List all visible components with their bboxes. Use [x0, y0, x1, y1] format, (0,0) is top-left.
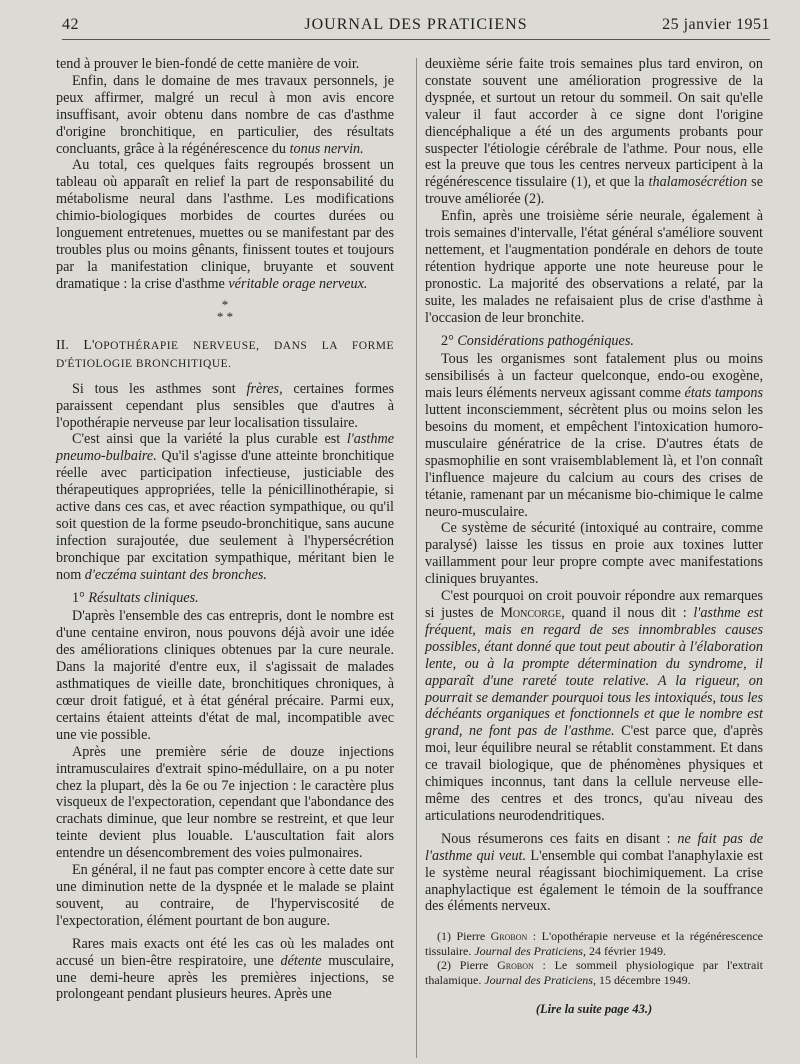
paragraph: Enfin, après une troisième série neurale, également à trois semaines d'intervalle, l'état général s'améliore souvent nettement, et l'augmentation pondérale en dehors de toute rétention hydrique apporte une note heureuse pour le pronostic. La majorité des observations a relaté, par la suite, les malades ne refaisaient plus de crise d'asthme à l'occasion de leur bronchite. [425, 208, 763, 326]
header-rule [62, 39, 770, 40]
paragraph: Tous les organismes sont fatalement plus ou moins sensibilisés à un facteur quelconque, endo-ou exogène, mais leurs éléments nerveux agissant comme états tampons luttent inconsciemment, sécrètent plus ou moins selon les besoins du moment, et empêchent l'intoxication humoro-musculaire génératrice de la crise. D'autres états de spasmophilie en sont vraisemblablement là, et l'on connaît l'influence majeure du calcium au cours des crises de tétanie, ramenant par un mécanisme bio-chimique le calme neuro-musculaire. [425, 351, 763, 520]
subsection-heading: 1° Résultats cliniques. [72, 589, 199, 606]
paragraph: Rares mais exacts ont été les cas où les malades ont accusé un bien-être respiratoire, une détente musculaire, une demi-heure après les premières injections, se prolongeant pendant plusieurs heures. Après une [56, 935, 394, 1003]
paragraph: C'est pourquoi on croit pouvoir répondre aux remarques si justes de Moncorge, quand il nous dit : l'asthme est fréquent, mais en regard de ses innombrables causes possibles, étant donné que tout peut aboutir à l'élaboration lente, ou à la prompte détermination du syndrome, il apparaît d'une rareté toute relative. A la rigueur, on pourrait se demander pourquoi tous les intoxiqués, tous les déchéants organiques et fonctionnels et que le nombre est grand, ne font pas de l'asthme. C'est parce que, d'après moi, leur équilibre neural se rétablit constamment. Et dans ce travail biologique, que de phénomènes physiques et chimiques inconnus, tant dans la cellule nerveuse elle-même des centres et des troncs, qu'au niveau des articulations neurodendritiques. [425, 588, 763, 824]
continued-on-link: (Lire la suite page 43.) [535, 1002, 653, 1017]
paragraph: Enfin, dans le domaine de mes travaux personnels, je peux affirmer, malgré un recul à mon avis encore insuffisant, avoir obtenu dans nombre de cas d'asthme d'origine bronchitique, en particulier, des résultats concluants, grâce à la régénérescence du tonus nervin. [56, 72, 394, 157]
paragraph: deuxième série faite trois semaines plus tard environ, on constate souvent une amélioration progressive de la dyspnée, et surtout un retour du sommeil. On sait qu'elle valeur il faut accorder à ce signe dont l'origine diencéphalique a été un des arguments probants pour suspecter l'étiologie cérébrale de l'athme. Pour nous, elle est la preuve que tous les centres nerveux participent à la régénérescence tissulaire (1), et que la thalamosécrétion se trouve améliorée (2). [425, 56, 763, 208]
paragraph: Si tous les asthmes sont frères, certaines formes paraissent cependant plus sensibles que d'autres à l'opothérapie nerveuse par leur localisation tissulaire. [56, 380, 394, 431]
journal-title: JOURNAL DES PRATICIENS [304, 16, 528, 33]
footnote: (2) Pierre Grobon : Le sommeil physiologique par l'extrait thalamique. Journal des Praticiens, 15 décembre 1949. [425, 958, 763, 987]
footnote: (1) Pierre Grobon : L'opothérapie nerveuse et la régénérescence tissulaire. Journal des Praticiens, 24 février 1949. [425, 929, 763, 958]
right-column [425, 56, 763, 1018]
paragraph: Nous résumerons ces faits en disant : ne fait pas de l'asthme qui veut. L'ensemble qui combat l'anaphylaxie est le système neural réagissant biochimiquement. La crise anaphylactique est également le témoin de la souffrance des éléments nerveux. [425, 830, 763, 915]
left-column [56, 56, 394, 1003]
footnotes [425, 929, 763, 987]
paragraph: En général, il ne faut pas compter encore à cette date sur une diminution nette de la dyspnée et le malade se plaint souvent, au contraire, de l'hyperviscosité de l'expectoration, élément pourtant de bon augure. [56, 862, 394, 929]
section-separator-stars: * * * [216, 296, 234, 324]
paragraph: Au total, ces quelques faits regroupés brossent un tableau où apparaît en relief la part de responsabilité du métabolisme neural dans l'asthme. Les modifications chimio-biologiques morbides de courtes durées ou longuement entretenues, muettes ou se manifestant par des troubles plus ou moins gênants, finissent toutes et toujours par la manifestation clinique, bruyante et souvent dramatique : la crise d'asthme véritable orage nerveux. [56, 157, 394, 292]
paragraph: Ce système de sécurité (intoxiqué au contraire, comme paralysé) laisse les tissus en proie aux toxines lutter vaillamment pour leur propre compte avec manifestations cliniques bruyantes. [425, 520, 763, 588]
paragraph: D'après l'ensemble des cas entrepris, dont le nombre est d'une centaine environ, nous pouvons déjà avoir une idée des améliorations cliniques obtenues par la cure neurale. Dans la majorité d'entre eux, il s'agissait de malades asthmatiques de vieille date, bronchitiques chroniques, à cœur droit fatigué, et à état général précaire. Parmi eux, certains étaient atteints d'état de mal, incompatible avec une vie possible. [56, 608, 394, 743]
page-number: 42 [62, 16, 79, 33]
paragraph: C'est ainsi que la variété la plus curable est l'asthme pneumo-bulbaire. Qu'il s'agisse d'une atteinte bronchitique réelle avec participation infectieuse, justiciable des thérapeutiques appropriées, telle la pénicillinothérapie, si active dans ces cas, et avec réaction sympathique, ou qu'il soit question de la forme pseudo-bronchitique, sans aucune infection surajoutée, due seulement à l'hypersécrétion bronchique par excitation sympathique, méritant bien le nom d'eczéma suintant des bronches. [56, 431, 394, 583]
section-heading: II. L'OPOTHÉRAPIE NERVEUSE, DANS LA FORME D'ÉTIOLOGIE BRONCHITIQUE. [56, 337, 394, 370]
issue-date: 25 janvier 1951 [662, 16, 770, 33]
column-divider [416, 58, 417, 1058]
paragraph: tend à prouver le bien-fondé de cette manière de voir. [56, 56, 360, 72]
page-header [62, 14, 770, 38]
paragraph: Après une première série de douze injections intramusculaires d'extrait spino-médullaire, on a pu noter chez la plupart, dès la 6e ou 7e injection : le caractère plus visqueux de l'expectoration, cependant que l'abondance des crachats diminue, que leur nombre se restreint, et que leur teinte devient plus louable. L'auscultation fait alors entendre un désencombrement des voies pulmonaires. [56, 743, 394, 862]
subsection-heading: 2° Considérations pathogéniques. [441, 332, 634, 349]
